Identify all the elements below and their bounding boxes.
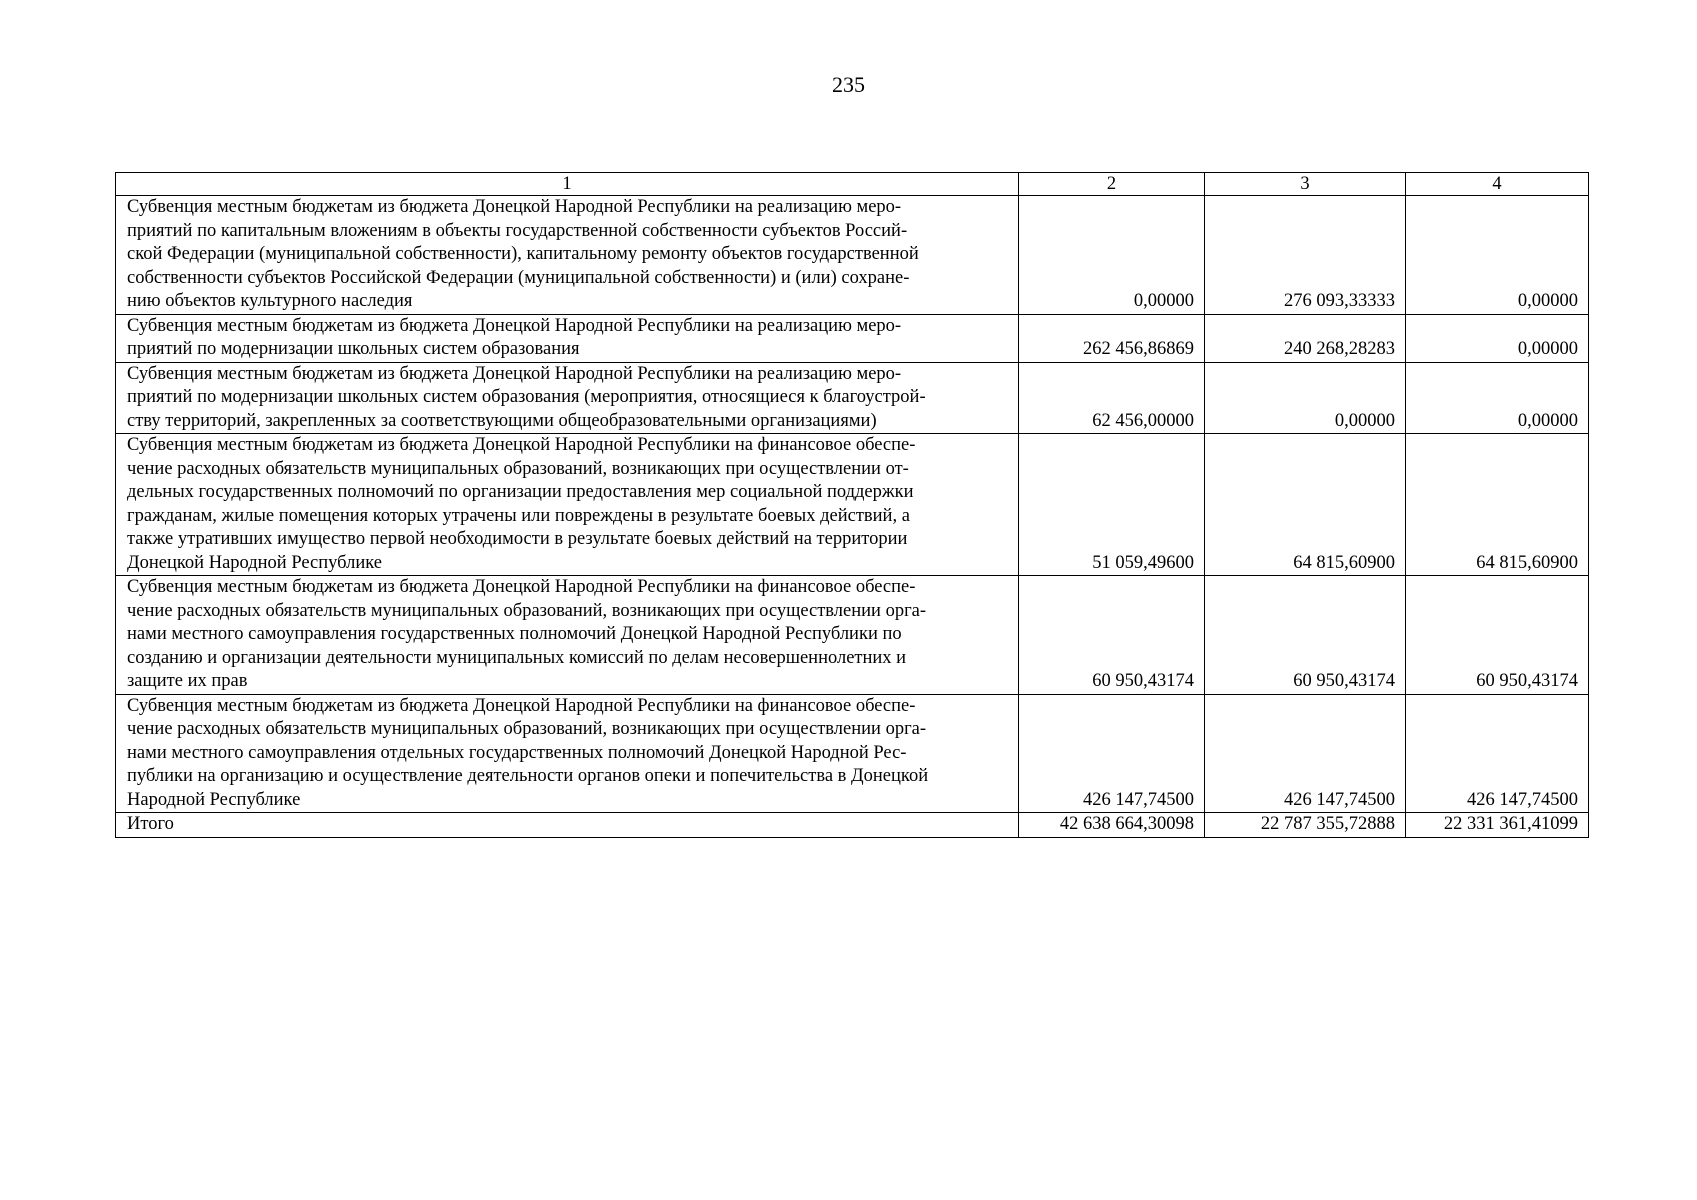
- row-value-col2: 426 147,74500: [1019, 694, 1205, 813]
- row-description: [116, 694, 1019, 813]
- header-row: [116, 173, 1589, 196]
- description-line: ской Федерации (муниципальной собственности), капитальному ремонту объектов государственной: [127, 244, 919, 264]
- row-description: [116, 314, 1019, 362]
- row-value-col3: 0,00000: [1205, 362, 1406, 434]
- column-header-2: 2: [1019, 173, 1205, 196]
- row-value-col3: 64 815,60900: [1205, 434, 1406, 576]
- row-value-col4: 0,00000: [1406, 196, 1589, 315]
- column-header-1: 1: [116, 173, 1019, 196]
- table-row: [116, 314, 1589, 362]
- description-line: Народной Республике: [127, 789, 301, 810]
- row-value-col4: 0,00000: [1406, 314, 1589, 362]
- budget-table: [115, 172, 1589, 838]
- row-value-col2: 51 059,49600: [1019, 434, 1205, 576]
- row-value-col3: 60 950,43174: [1205, 576, 1406, 695]
- table-row: [116, 694, 1589, 813]
- row-value-col2: 60 950,43174: [1019, 576, 1205, 695]
- description-line: гражданам, жилые помещения которых утрачены или повреждены в результате боевых действий, а: [127, 505, 910, 526]
- description-line: защите их прав: [127, 671, 248, 691]
- table-row: [116, 576, 1589, 695]
- description-line: ству территорий, закрепленных за соответствующими общеобразовательными организациями): [127, 410, 877, 431]
- description-line: нию объектов культурного наследия: [127, 291, 413, 311]
- description-line: публики на организацию и осуществление деятельности органов опеки и попечительства в Донецкой: [127, 766, 929, 786]
- description-line: Субвенция местным бюджетам из бюджета Донецкой Народной Республики на финансовое обеспе-: [127, 435, 916, 455]
- description-line: также утративших имущество первой необходимости в результате боевых действий на территории: [127, 529, 908, 549]
- row-value-col4: 426 147,74500: [1406, 694, 1589, 813]
- total-row: [116, 813, 1589, 838]
- row-value-col4: 0,00000: [1406, 362, 1589, 434]
- row-description: [116, 362, 1019, 434]
- description-line: дельных государственных полномочий по организации предоставления мер социальной поддержки: [127, 482, 914, 502]
- page-number: 235: [832, 72, 865, 97]
- total-value-col2: 42 638 664,30098: [1019, 813, 1205, 838]
- row-description: [116, 576, 1019, 695]
- row-value-col2: 0,00000: [1019, 196, 1205, 315]
- row-value-col2: 262 456,86869: [1019, 314, 1205, 362]
- description-line: Субвенция местным бюджетам из бюджета Донецкой Народной Республики на финансовое обеспе-: [127, 577, 916, 597]
- description-line: приятий по модернизации школьных систем образования (мероприятия, относящиеся к благоустрой-: [127, 387, 926, 407]
- row-value-col4: 60 950,43174: [1406, 576, 1589, 695]
- total-value-col3: 22 787 355,72888: [1205, 813, 1406, 838]
- table-row: [116, 434, 1589, 576]
- total-value-col4: 22 331 361,41099: [1406, 813, 1589, 838]
- row-value-col3: 276 093,33333: [1205, 196, 1406, 315]
- description-line: Субвенция местным бюджетам из бюджета Донецкой Народной Республики на реализацию меро-: [127, 315, 902, 336]
- table-body: [116, 196, 1589, 813]
- row-description: [116, 196, 1019, 315]
- description-line: собственности субъектов Российской Федерации (муниципальной собственности) и (или) сохране-: [127, 267, 910, 288]
- description-line: чение расходных обязательств муниципальных образований, возникающих при осуществлении орга-: [127, 719, 927, 739]
- row-description: [116, 434, 1019, 576]
- row-value-col3: 240 268,28283: [1205, 314, 1406, 362]
- description-line: Донецкой Народной Республике: [127, 552, 382, 573]
- column-header-3: 3: [1205, 173, 1406, 196]
- row-value-col4: 64 815,60900: [1406, 434, 1589, 576]
- description-line: чение расходных обязательств муниципальных образований, возникающих при осуществлении от-: [127, 458, 909, 479]
- description-line: приятий по капитальным вложениям в объекты государственной собственности субъектов Россий-: [127, 220, 908, 241]
- table-row: [116, 362, 1589, 434]
- description-line: созданию и организации деятельности муниципальных комиссий по делам несовершеннолетних и: [127, 647, 907, 668]
- description-line: Субвенция местным бюджетам из бюджета Донецкой Народной Республики на реализацию меро-: [127, 197, 902, 217]
- column-header-4: 4: [1406, 173, 1589, 196]
- description-line: нами местного самоуправления государственных полномочий Донецкой Народной Республики по: [127, 624, 902, 644]
- row-value-col2: 62 456,00000: [1019, 362, 1205, 434]
- description-line: нами местного самоуправления отдельных государственных полномочий Донецкой Народной Рес-: [127, 742, 907, 763]
- row-value-col3: 426 147,74500: [1205, 694, 1406, 813]
- description-line: Субвенция местным бюджетам из бюджета Донецкой Народной Республики на реализацию меро-: [127, 363, 902, 384]
- table-row: [116, 196, 1589, 315]
- description-line: чение расходных обязательств муниципальных образований, возникающих при осуществлении орга-: [127, 600, 927, 621]
- description-line: приятий по модернизации школьных систем образования: [127, 339, 580, 359]
- total-label: Итого: [116, 813, 1019, 838]
- description-line: Субвенция местным бюджетам из бюджета Донецкой Народной Республики на финансовое обеспе-: [127, 695, 916, 716]
